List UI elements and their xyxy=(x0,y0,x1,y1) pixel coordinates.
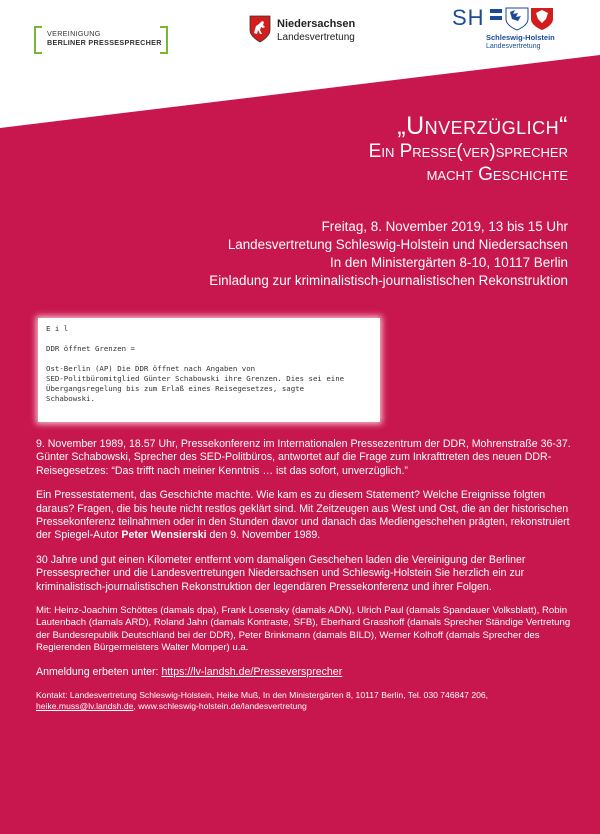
vbp-logo-text xyxy=(47,29,162,47)
registration-label: Anmeldung erbeten unter: xyxy=(36,665,162,678)
bracket-left-icon xyxy=(34,26,42,54)
newswire-clipping xyxy=(38,318,380,422)
clip-line xyxy=(46,354,372,364)
bracket-right-icon xyxy=(160,26,168,54)
clip-line: Ost-Berlin (AP) Die DDR öffnet nach Angaben von xyxy=(46,364,256,373)
clip-line: Schabowski. xyxy=(46,394,95,403)
nds-name: Niedersachsen xyxy=(277,18,356,30)
author-name: Peter Wensierski xyxy=(121,529,207,542)
schleswig-holstein-logo xyxy=(452,3,572,53)
paragraph-statement xyxy=(36,489,576,543)
nds-subtitle: Landesvertretung xyxy=(277,32,355,43)
contact-info xyxy=(36,690,576,712)
event-invitation: Einladung zur kriminalistisch-journalistischen Rekonstruktion xyxy=(209,273,568,288)
event-date: Freitag, 8. November 2019, 13 bis 15 Uhr xyxy=(321,219,568,234)
contact-web: , www.schleswig-holstein.de/landesvertretung xyxy=(133,701,307,712)
clip-line xyxy=(46,334,372,344)
paragraph-participants: Mit: Heinz-Joachim Schöttes (damals dpa), Frank Losensky (damals ADN), Ulrich Paul (damals Spandauer Volksblatt), Robin Lautenbach (damals ARD), Roland Jahn (damals Kontraste, SFB), Eberhard Grasshoff (damals Sprecher Ständige Vertretung der Bundesrepublik Deutschland bei der DDR), Peter Brinkmann (damals BILD), Werner Kolhoff (damals Sprecher des Regierenden Bürgermeisters Walter Momper) u.a. xyxy=(36,605,571,654)
niedersachsen-logo xyxy=(249,15,379,47)
horse-shield-icon xyxy=(249,15,271,43)
contact-text: Kontakt: Landesvertretung Schleswig-Holstein, Heike Muß, In den Ministergärten 8, 10117 Berlin, Tel. 030 746847 206, xyxy=(36,690,489,701)
paragraph-invitation: 30 Jahre und gut einen Kilometer entfernt vom damaligen Geschehen laden die Vereinigung der Berliner Pressesprecher und die Landesvertretungen Niedersachsen und Schleswig-Holstein Sie herzlich ein zur kriminalistisch-journalistischen Rekonstruktion der legendären Pressekonferenz und ihrer Folgen. xyxy=(36,553,526,593)
p2-text-end: den 9. November 1989. xyxy=(206,529,321,542)
sh-subtitle: Landesvertretung xyxy=(486,43,541,50)
body-text xyxy=(36,438,576,723)
sh-name: Schleswig-Holstein xyxy=(486,33,555,42)
contact-email-link[interactable]: heike.muss@lv.landsh.de xyxy=(36,701,134,712)
clip-line: DDR öffnet Grenzen = xyxy=(46,344,135,353)
headline xyxy=(369,112,568,186)
sh-letters: SH xyxy=(452,5,485,30)
vbp-line1: VEREINIGUNG xyxy=(47,29,101,38)
vbp-logo xyxy=(34,26,168,52)
headline-main: „Unverzüglich“ xyxy=(397,112,568,140)
registration-line xyxy=(36,666,576,679)
headline-sub1: Ein Presse(ver)sprecher xyxy=(368,141,568,162)
clip-line: Übergangsregelung bis zum Erlaß eines Reisegesetzes, sagte xyxy=(46,384,305,393)
event-info xyxy=(209,218,568,290)
clip-line: E i l xyxy=(46,324,69,333)
p2-text: Ein Pressestatement, das Geschichte machte. Wie kam es zu diesem Statement? Welche Ereignisse folgten daraus? Fragen, die bis heute nicht restlos geklärt sind. Mit Zeitzeugen aus West und Ost, die an der historischen Pressekonferenz teilnahmen oder in den Stunden davor und danach das Mediengeschehen prägten, rekonstruiert der Spiegel-Autor xyxy=(36,489,570,542)
registration-link[interactable]: https://lv-landsh.de/Presseversprecher xyxy=(161,665,343,678)
headline-sub2: macht Geschichte xyxy=(426,164,568,185)
vbp-line2: BERLINER PRESSESPRECHER xyxy=(47,38,162,47)
event-address: In den Ministergärten 8-10, 10117 Berlin xyxy=(330,255,568,270)
lions-nettle-crest-icon xyxy=(488,5,566,31)
clip-line: SED-Politbüromitglied Günter Schabowski ihre Grenzen. Dies sei eine xyxy=(46,374,345,383)
event-venue: Landesvertretung Schleswig-Holstein und Niedersachsen xyxy=(227,237,568,252)
paragraph-press-conference: 9. November 1989, 18.57 Uhr, Pressekonferenz im Internationalen Pressezentrum der DDR, Mohrenstraße 36-37. Günter Schabowski, Sprecher des SED-Politbüros, antwortet auf die Frage zum Inkrafttreten des neuen DDR-Reisegesetzes: “Das trifft nach meiner Kenntnis … ist das sofort, unverzüglich.” xyxy=(36,438,571,477)
